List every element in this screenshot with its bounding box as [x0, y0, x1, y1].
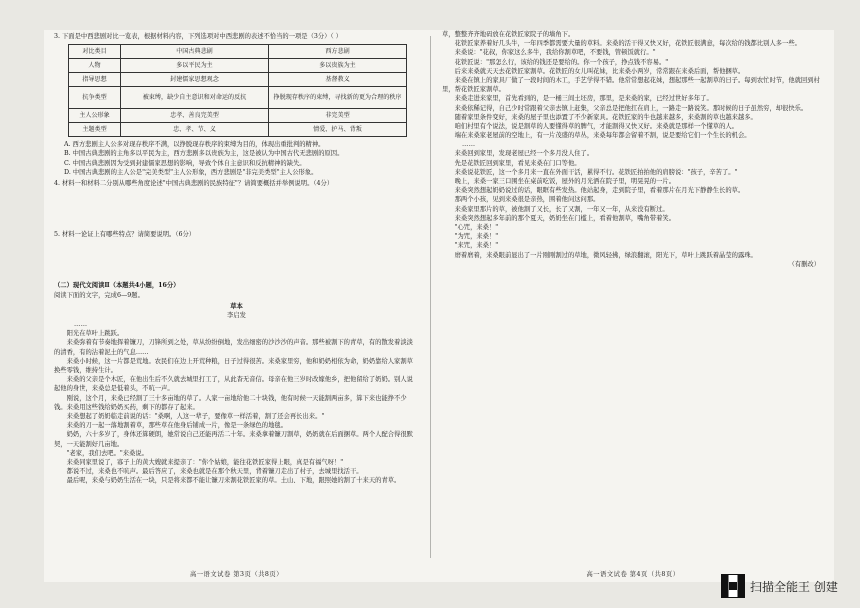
page-divider — [430, 36, 431, 558]
table-header-cell: 西方悲剧 — [269, 45, 407, 59]
paragraph: 来桑的父亲是个木匠，在他出生后不久就去城里打工了，从此杳无音信。母亲在他三岁时改嫁他乡，把他留给了奶奶。别人说起他的身世，来桑总是低着头，不吭一声。 — [54, 376, 413, 393]
table-row — [69, 87, 407, 109]
paragraph: 来桑突然想起多年前的那个夏天，奶奶坐在门槛上，看着他割草，嘴角带着笑。 — [454, 214, 675, 222]
dialogue-line: "来咒，来桑！" — [454, 242, 499, 250]
table-cell: 忠孝、善良完美型 — [121, 109, 269, 123]
scanner-watermark: 扫描全能王 创建 — [750, 580, 838, 594]
table-row — [69, 59, 407, 73]
paragraph: 后来来桑就天天去花铁匠家割草。花铁匠的女儿叫花妹，比来桑小两岁，常常跟在来桑后面，帮他捆草。 — [454, 67, 745, 75]
ellipsis: …… — [74, 321, 88, 329]
comparison-table — [68, 44, 407, 137]
paragraph: 咱们村里有个说法，说是割草的人要懂得草的脾气，才能割得又快又好。来桑就是那样一个懂草的人。 — [454, 122, 738, 130]
table-cell: 情爱、护马、背叛 — [269, 123, 407, 137]
paragraph: 来桑的刀一起一落地割着草，那些草在他身后铺成一片，像是一条绿色的地毯。 — [66, 422, 287, 430]
table-header-row — [69, 45, 407, 59]
answer-space — [54, 239, 419, 279]
paragraph: 奶奶，六十多岁了，身体还算硬朗，她常说自己还能再活二十年。来桑拿着镰刀割草，奶奶就在后面捆草。两个人配合得很默契，一天能割好几亩地。 — [54, 431, 413, 448]
paragraph: 来桑在镇上的家具厂做了一段时间的木工，手艺学得不错。他常常想起花妹，想起那些一起割草的日子。每到农忙时节，他就回到村里，帮花铁匠家割草。 — [442, 76, 820, 94]
paragraph: 最后呢，来桑与奶奶生活在一块，只是将来都不能让镰刀来割花铁匠家的草。土山、下地，跟照她的割了十来天的青草。 — [66, 477, 401, 485]
table-cell: 多以平民为主 — [121, 59, 269, 73]
table-cell: 封建儒家思想观念 — [121, 73, 269, 87]
paragraph: 阳光在草叶上跳跃。 — [66, 330, 124, 338]
table-row — [69, 73, 407, 87]
question-3: 3. 下面是中西悲剧对比一览表，根据材料内容，下列选项对中西悲剧的表述不恰当的一项是（3分）（ ） — [54, 33, 342, 40]
table-cell: 主人公形象 — [69, 109, 121, 123]
option-b: B. 中国古典悲剧的主角多以平民为主，西方悲剧多以贵族为主，这是被认为中国古代无悲剧的原因。 — [64, 150, 344, 158]
paragraph: 草，整整齐齐地码放在花铁匠家院子的墙角下。 — [442, 31, 575, 38]
table-header-cell: 中国古典悲剧 — [121, 45, 269, 59]
section-header: （二）现代文阅读Ⅱ（本题共4小题，16分） — [54, 282, 180, 290]
paragraph: 随着家里条件变好，来桑的屋子里也添置了不少新家具。花铁匠家的牛也越来越多，来桑割的草也越来越多。 — [454, 113, 757, 121]
paragraph: 来桑走进来家里，首先看到的，是一桶三间土坯房，那里，是来桑的家，已经过世好多年了。 — [454, 95, 713, 103]
left-page — [54, 30, 419, 582]
table-header-cell: 对比类目 — [69, 45, 121, 59]
section-instruction: 阅读下面的文字，完成6—9题。 — [54, 291, 144, 299]
question-5: 5. 材料一论证上有哪些特点？请简要说明。（6分） — [54, 231, 196, 239]
paragraph: 来桑同家里说了，寡子上的黄大嫂就来提亲了："你个姑娘，能往花铁匠家得上眼，真是有福气呀！" — [66, 458, 344, 466]
table-cell: 忠、孝、节、义 — [121, 123, 269, 137]
option-d: D. 中国古典悲剧的主人公是"完美类型"主人公形象，西方悲剧是"非完美类型"主人公形象。 — [64, 168, 318, 176]
question-4: 4. 材料一和材料二分别从哪些角度论述"中国古典悲剧的民族特征"？请简要概括并举例说明。（4分） — [54, 179, 334, 187]
table-cell: 多以贵族为主 — [269, 59, 407, 73]
paragraph: 来桑突然想起奶奶说过的话，眼眶有些发热。他站起身，走到院子里，看着那片在月光下静静生长的草。 — [454, 187, 745, 195]
paragraph: 端在来桑家老屋前的空地上，有一片茂盛的草丛，来桑每年都会留着不割，说是要给它们一个生长的机会。 — [454, 132, 751, 140]
dialogue-line: "为咒，来桑！" — [454, 233, 499, 241]
page-footer: 高一语文试卷 第4页（共8页） — [586, 570, 680, 578]
paragraph: 来桑回到家里，发现老屋已经一个多月没人住了。 — [454, 150, 594, 158]
paragraph: 来桑说花铁匠，这一个多月来一直在外面干活，累得不行。花铁匠拍拍他的肩膀说："孩子，辛苦了。" — [454, 168, 738, 176]
ellipsis: …… — [462, 141, 476, 149]
paragraph: 花铁匠家养着好几头牛，一年四季都需要大量的草料。来桑的活干得又快又好，花铁匠很满意，每次给的钱都比别人多一些。 — [454, 40, 801, 48]
paragraph: "老家，我们去吧。"来桑说。 — [66, 449, 148, 457]
source-note: （有删改） — [788, 260, 820, 268]
table-cell: 被束缚，缺少自主意识和对命运的反抗 — [121, 87, 269, 109]
table-cell: 基督教义 — [269, 73, 407, 87]
table-cell: 抗争类型 — [69, 87, 121, 109]
dialogue-line: "心咒，来桑！" — [454, 223, 499, 231]
paragraph: 来桑依稀记得，自己少时常跟着父亲去镇上赶集，父亲总是把他扛在肩上，一路走一路说笑。那时候的日子虽然穷，却很快乐。 — [454, 104, 808, 112]
table-cell: 主题类型 — [69, 123, 121, 137]
table-cell: 挣脱现存秩序的束缚，寻找新的更为合理的秩序 — [269, 87, 407, 109]
table-row — [69, 123, 407, 137]
paragraph: 刚说，这个月，来桑已经割了三十多亩地的草了。人家一亩地给他二十块钱，他有时候一天能割两亩多，算下来也能挣不少钱。来桑用这些钱给奶奶买药，剩下的都存了起来。 — [54, 394, 407, 411]
paragraph: 来桑想起了奶奶临走前说的话："桑啊，人这一辈子，要像草一样活着，割了还会再长出来。" — [66, 412, 325, 420]
paragraph: 晚上，来桑一家三口围坐在桌前吃饭，屋外的月光洒在院子里，明晃晃的一片。 — [454, 178, 675, 185]
page-footer: 高一语文试卷 第3页（共8页） — [189, 570, 284, 578]
table-row — [69, 109, 407, 123]
story-author: 李启发 — [227, 311, 246, 319]
option-a: A. 西方悲剧主人公多对现存秩序不满，以挣脱现存秩序的束缚为目的，体现出重批判的精神。 — [64, 141, 325, 149]
paragraph: 来桑弥着有节奏地挥着镰刀，刀锋所到之处，草从纷纷倒地，发出细密的沙沙沙的声音。那些被割下的青草，有的散发着淡淡的清香，有的沾着泥土的气息…… — [54, 339, 413, 356]
paragraph: 来桑小时候，这一片都是荒地。农民们在边上开荒种粮，日子过得很苦。来桑家里穷，他和奶奶相依为命，奶奶靠给人家割草换些零钱，维持生计。 — [54, 357, 413, 374]
paragraph: 先是花铁匠回到家里，看见来桑在门口等他。 — [454, 159, 581, 167]
paragraph: 来桑家里那片的草，被他割了又长，长了又割，一年又一年，从来没有断过。 — [454, 205, 669, 213]
story-title: 草本 — [230, 302, 243, 310]
table-cell: 非完美型 — [269, 109, 407, 123]
paragraph: 磨着磨着，来桑眼前显出了一片刚刚割过的草地，微风轻拂，绿浪翻滚，阳光下，草叶上跳跃着晶莹的露珠。 — [454, 251, 757, 259]
answer-space — [54, 188, 419, 228]
paragraph: 来桑说："花叔，你家这么多牛，我给你割草吧，不要钱，管顿饭就行。" — [454, 49, 656, 57]
exam-sheet — [44, 30, 834, 582]
table-cell: 人物 — [69, 59, 121, 73]
paragraph: 都说不过，来桑也不吭声。最后答应了，来桑也就是在那个秋天里，背着镰刀走出了村子，去城里找活干。 — [66, 468, 363, 476]
table-cell: 指导思想 — [69, 73, 121, 87]
paragraph: 那两个小孩，见到来桑很是亲热，围着他问这问那。 — [454, 196, 600, 204]
right-page — [442, 30, 824, 582]
option-c: C. 中国古典悲剧因为受到封建儒家思想的影响，导致个体自主意识和反抗精神的缺失。 — [64, 159, 306, 167]
qr-code-icon — [722, 575, 744, 597]
paragraph: 花铁匠说："那怎么行，该给的钱还是要给的。你一个孩子，挣点钱不容易。" — [454, 58, 669, 66]
